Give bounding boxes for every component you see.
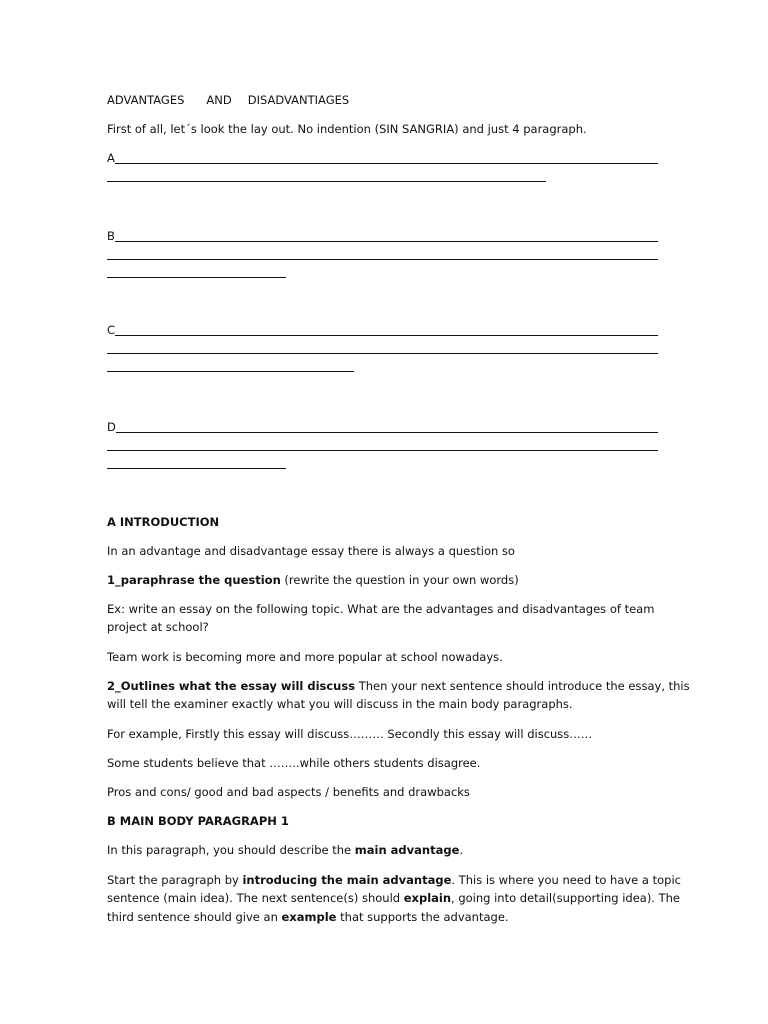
text-run: third sentence should give an [107,910,282,924]
blank-line [115,163,658,164]
blank-line [115,241,658,242]
step-2-line [107,679,690,693]
section-b-heading: B MAIN BODY PARAGRAPH 1 [107,814,289,828]
for-example-line: For example, Firstly this essay will discuss……… Secondly this essay will discuss…… [107,727,593,741]
blank-line [107,259,658,260]
section-b-paragraph-2-line-1 [107,873,681,887]
section-a-heading: A INTRODUCTION [107,515,220,529]
blank-line [107,468,286,469]
pros-cons-line: Pros and cons/ good and bad aspects / benefits and drawbacks [107,785,470,799]
step-1-text: (rewrite the question in your own words) [280,573,519,587]
blank-line [107,181,546,182]
layout-block-c-label: C [107,323,116,337]
page-title [107,93,349,107]
layout-block-d-label: D [107,420,116,434]
step-1-line [107,573,519,587]
some-students-line: Some students believe that ……..while others students disagree. [107,756,481,770]
text-run: . This is where you need to have a topic [451,873,681,887]
team-work-line: Team work is becoming more and more popular at school nowadays. [107,650,503,664]
blank-line [107,450,658,451]
step-2-label: 2_Outlines what the essay will discuss [107,679,356,693]
section-b-paragraph-1 [107,843,463,857]
section-a-paragraph: In an advantage and disadvantage essay there is always a question so [107,544,515,558]
text-run: In this paragraph, you should describe the [107,843,355,857]
text-run: sentence (main idea). The next sentence(s) should [107,891,404,905]
title-word-and: AND [206,93,232,107]
text-run-bold: example [281,910,337,924]
step-2-text: Then your next sentence should introduce the essay, this [355,679,690,693]
blank-line [107,371,354,372]
blank-line [116,432,658,433]
section-b-paragraph-2-line-3 [107,910,509,924]
blank-line [107,353,658,354]
example-line-2: project at school? [107,620,209,634]
text-run: , going into detail(supporting idea). The [451,891,681,905]
example-line-1: Ex: write an essay on the following topic. What are the advantages and disadvantages of team [107,602,655,616]
layout-block-a-label: A [107,151,115,165]
text-run-bold: explain [403,891,452,905]
title-word-advantages: ADVANTAGES [107,93,185,107]
text-run: . [459,843,464,857]
blank-line [107,277,286,278]
step-2-line-2: will tell the examiner exactly what you will discuss in the main body paragraphs. [107,697,573,711]
text-run: that supports the advantage. [336,910,509,924]
layout-block-b-label: B [107,229,115,243]
section-b-paragraph-2-line-2 [107,891,680,905]
intro-line: First of all, let´s look the lay out. No indention (SIN SANGRIA) and just 4 paragraph. [107,122,587,136]
step-1-label: 1_paraphrase the question [107,573,281,587]
text-run-bold: introducing the main advantage [242,873,452,887]
text-run: Start the paragraph by [107,873,243,887]
text-run-bold: main advantage [354,843,460,857]
title-word-disadvantages: DISADVANTIAGES [247,93,350,107]
blank-line [115,335,658,336]
